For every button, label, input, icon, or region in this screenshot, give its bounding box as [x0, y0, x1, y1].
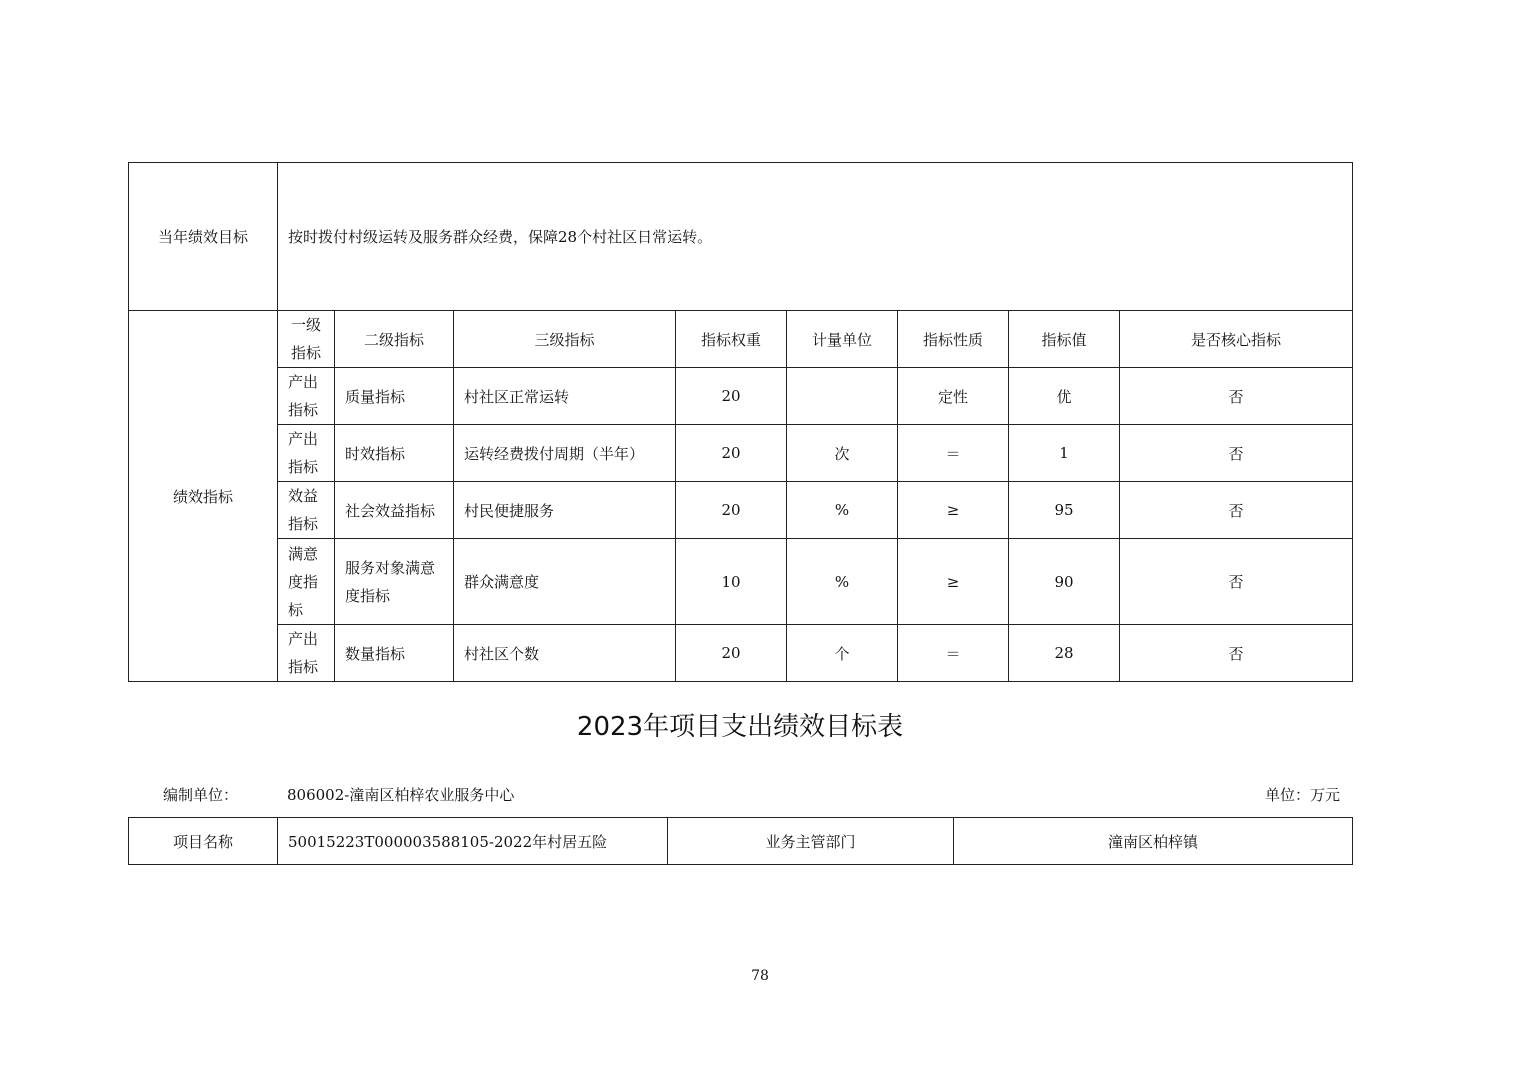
row-nature: 定性 [898, 368, 1009, 425]
row-value: 95 [1009, 482, 1120, 539]
row-level2: 服务对象满意 度指标 [335, 539, 454, 625]
org-value: 806002-潼南区柏梓农业服务中心 [287, 786, 515, 804]
row-unit: 个 [787, 625, 898, 682]
row-weight: 20 [676, 625, 787, 682]
performance-indicator-table [128, 162, 1353, 682]
row-value: 优 [1009, 368, 1120, 425]
row-unit: % [787, 482, 898, 539]
row-core: 否 [1120, 425, 1353, 482]
page-number: 78 [751, 968, 769, 984]
row-level3: 村民便捷服务 [454, 482, 676, 539]
project-info-table [128, 817, 1353, 865]
header-level2: 二级指标 [335, 311, 454, 368]
row-nature: ＝ [898, 425, 1009, 482]
row-level3: 村社区个数 [454, 625, 676, 682]
indicator-header-row [129, 311, 1353, 368]
header-core: 是否核心指标 [1120, 311, 1353, 368]
row-core: 否 [1120, 482, 1353, 539]
row-level2: 社会效益指标 [335, 482, 454, 539]
row-nature: ＝ [898, 625, 1009, 682]
row-core: 否 [1120, 539, 1353, 625]
row-level2: 质量指标 [335, 368, 454, 425]
row-value: 1 [1009, 425, 1120, 482]
row-level2: 时效指标 [335, 425, 454, 482]
org-label: 编制单位： [163, 786, 239, 804]
currency-unit: 单位：万元 [1264, 786, 1340, 804]
row-core: 否 [1120, 368, 1353, 425]
indicator-row [129, 539, 1353, 625]
header-nature: 指标性质 [898, 311, 1009, 368]
row-level1: 满意 度指 标 [278, 539, 335, 625]
row-value: 90 [1009, 539, 1120, 625]
department-label: 业务主管部门 [668, 818, 954, 865]
indicator-row [129, 625, 1353, 682]
project-name-value: 50015223T000003588105-2022年村居五险 [278, 818, 668, 865]
row-unit: 次 [787, 425, 898, 482]
row-weight: 20 [676, 368, 787, 425]
annual-goal-row [129, 163, 1353, 311]
row-core: 否 [1120, 625, 1353, 682]
indicator-row [129, 482, 1353, 539]
project-name-label: 项目名称 [129, 818, 278, 865]
header-level3: 三级指标 [454, 311, 676, 368]
annual-goal-text: 按时拨付村级运转及服务群众经费，保障28个村社区日常运转。 [278, 163, 1353, 311]
row-value: 28 [1009, 625, 1120, 682]
indicator-row [129, 425, 1353, 482]
row-level3: 村社区正常运转 [454, 368, 676, 425]
annual-goal-label: 当年绩效目标 [129, 163, 278, 311]
document-title: 2023年项目支出绩效目标表 [576, 712, 904, 742]
row-level1: 效益 指标 [278, 482, 335, 539]
row-level3: 运转经费拨付周期（半年） [454, 425, 676, 482]
row-nature: ≥ [898, 482, 1009, 539]
department-value: 潼南区柏梓镇 [954, 818, 1353, 865]
indicator-row [129, 368, 1353, 425]
row-unit [787, 368, 898, 425]
row-level3: 群众满意度 [454, 539, 676, 625]
header-weight: 指标权重 [676, 311, 787, 368]
row-level1: 产出 指标 [278, 625, 335, 682]
row-level1: 产出 指标 [278, 368, 335, 425]
row-level2: 数量指标 [335, 625, 454, 682]
row-nature: ≥ [898, 539, 1009, 625]
project-row [129, 818, 1353, 865]
row-weight: 10 [676, 539, 787, 625]
row-level1: 产出 指标 [278, 425, 335, 482]
row-unit: % [787, 539, 898, 625]
row-weight: 20 [676, 482, 787, 539]
indicator-section-label: 绩效指标 [129, 311, 278, 682]
header-level1: 一级 指标 [278, 311, 335, 368]
row-weight: 20 [676, 425, 787, 482]
header-unit: 计量单位 [787, 311, 898, 368]
header-value: 指标值 [1009, 311, 1120, 368]
